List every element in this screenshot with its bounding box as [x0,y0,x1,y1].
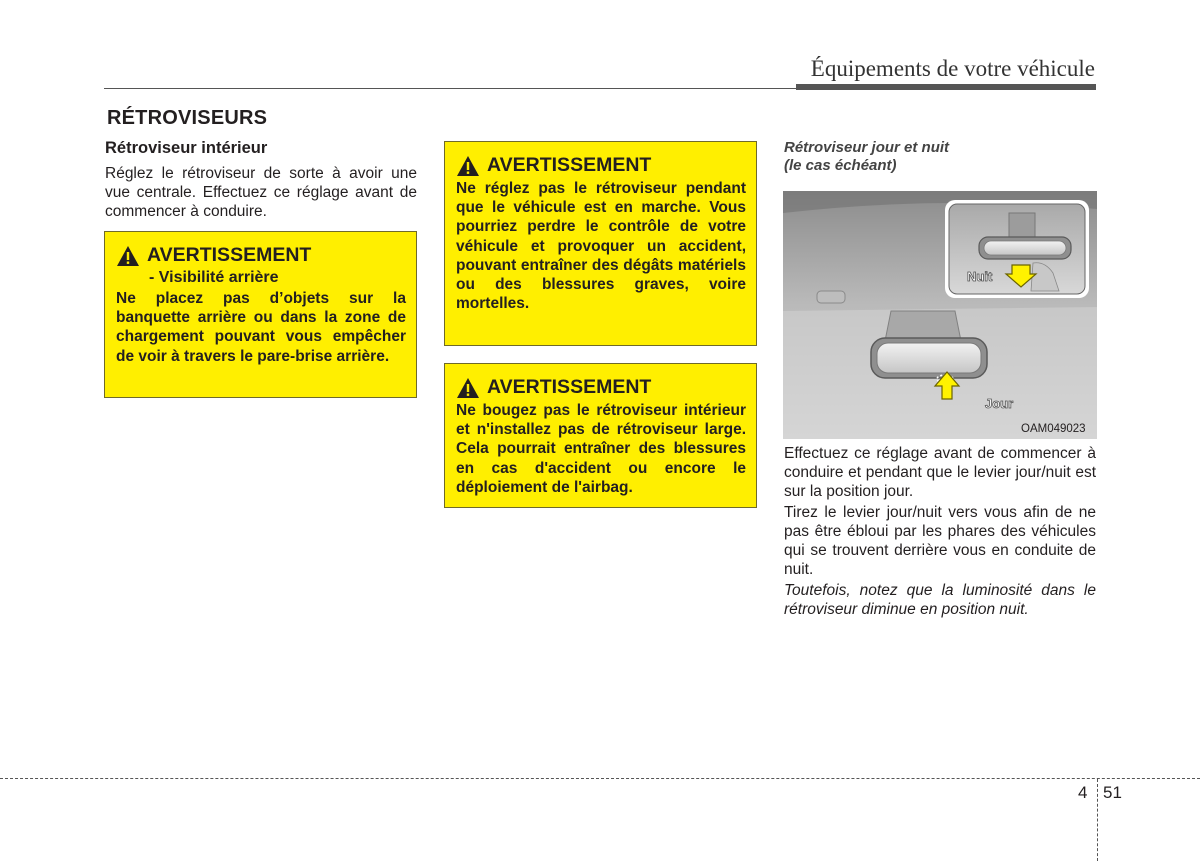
day-label: Jour [985,396,1014,411]
day-night-instructions [784,444,1096,621]
figure-code: OAM049023 [1021,423,1086,435]
warning-box-adjust-driving [444,141,757,346]
warning-subtitle: - Visibilité arrière [149,269,279,286]
day-night-mirror-figure [783,191,1097,439]
header-rule [104,88,796,89]
figure-caption-line1: Rétroviseur jour et nuit [784,139,950,156]
subheading-interior-mirror: Rétroviseur intérieur [105,139,268,157]
instructions-para-2: Tirez le levier jour/nuit vers vous afin de ne pas être ébloui par les phares des véhicules qui se trouvent derrière vous en conduite de nuit. [784,504,1096,578]
chapter-number: 4 [1078,783,1088,802]
warning-box-rear-visibility [104,231,417,398]
section-title: RÉTROVISEURS [107,107,268,129]
interior-mirror-text: Réglez le rétroviseur de sorte à avoir une vue centrale. Effectuez ce réglage avant de commencer à conduire. [105,165,417,220]
sun-visor-clip [817,291,845,303]
instructions-para-1: Effectuez ce réglage avant de commencer à conduire et pendant que le levier jour/nuit est sur la position jour. [784,445,1096,500]
instructions-note: Toutefois, notez que la luminosité dans le rétroviseur diminue en position nuit. [784,582,1096,618]
warning-text: Ne bougez pas le rétroviseur intérieur et n'installez pas de rétroviseur large. Cela pourrait entraîner des blessures en cas d'accident ou encore le déploiement de l'airbag. [456,402,746,496]
warning-triangle-icon [116,245,140,267]
footer-dashed-rule [0,778,1200,779]
figure-caption [784,139,949,175]
warning-triangle-icon [456,155,480,177]
warning-triangle-icon [456,377,480,399]
footer-dashed-divider [1097,779,1098,861]
warning-box-wide-mirror [444,363,757,508]
page-number: 51 [1103,783,1122,802]
chapter-title: Équipements de votre véhicule [810,56,1095,81]
figure-caption-line2: (le cas échéant) [784,157,897,174]
warning-title: AVERTISSEMENT [487,376,652,398]
warning-text: Ne réglez pas le rétroviseur pendant que le véhicule est en marche. Vous pourriez perdre le contrôle de votre véhicule et provoquer un accident, pouvant entraîner des dégâts matériels ou des blessures graves, voire mortelles. [456,180,746,313]
warning-title: AVERTISSEMENT [487,154,652,176]
warning-text: Ne placez pas d’objets sur la banquette arrière ou dans la zone de chargement pouvant vous empêcher de voir à travers le pare-brise arrière. [116,290,406,365]
warning-title: AVERTISSEMENT [147,244,312,266]
night-label: Nuit [967,269,993,284]
header-rule-accent [796,84,1096,90]
